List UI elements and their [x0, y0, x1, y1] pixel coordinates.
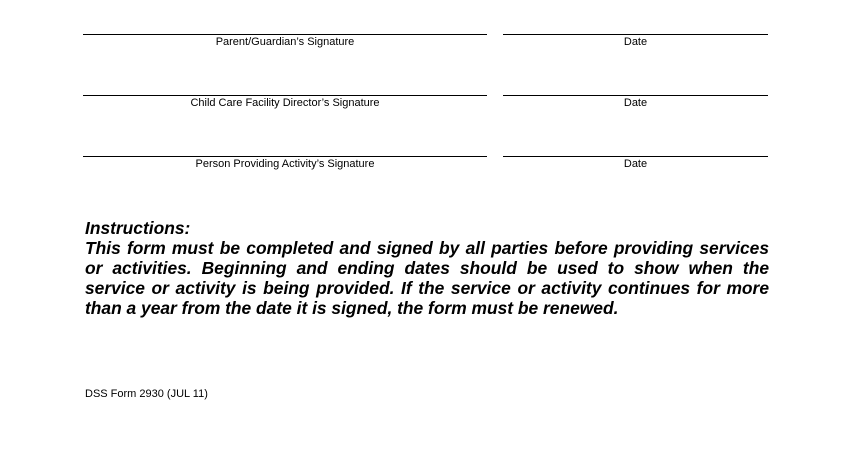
activity-provider-signature-field[interactable]	[83, 156, 487, 176]
form-id-footer: DSS Form 2930 (JUL 11)	[85, 388, 208, 400]
activity-provider-date-label: Date	[623, 158, 648, 170]
director-date-field[interactable]	[503, 95, 768, 115]
activity-provider-date-field[interactable]	[503, 156, 768, 176]
signature-row-director	[0, 95, 850, 115]
parent-guardian-date-label: Date	[623, 36, 648, 48]
instructions-section	[85, 218, 769, 318]
director-date-label: Date	[623, 97, 648, 109]
parent-guardian-date-field[interactable]	[503, 34, 768, 54]
signature-row-parent-guardian	[0, 34, 850, 54]
parent-guardian-signature-label: Parent/Guardian’s Signature	[215, 36, 355, 48]
instructions-body: This form must be completed and signed by all parties before providing services or activities. Beginning and ending dates should be used to show when the service or activity is being provided. If the service or activity continues for more than a year from the date it is signed, the form must be renewed.	[85, 238, 769, 318]
parent-guardian-signature-field[interactable]	[83, 34, 487, 54]
instructions-heading: Instructions:	[85, 218, 191, 238]
director-signature-field[interactable]	[83, 95, 487, 115]
activity-provider-signature-label: Person Providing Activity’s Signature	[195, 158, 375, 170]
signature-row-activity-provider	[0, 156, 850, 176]
director-signature-label: Child Care Facility Director’s Signature	[190, 97, 380, 109]
